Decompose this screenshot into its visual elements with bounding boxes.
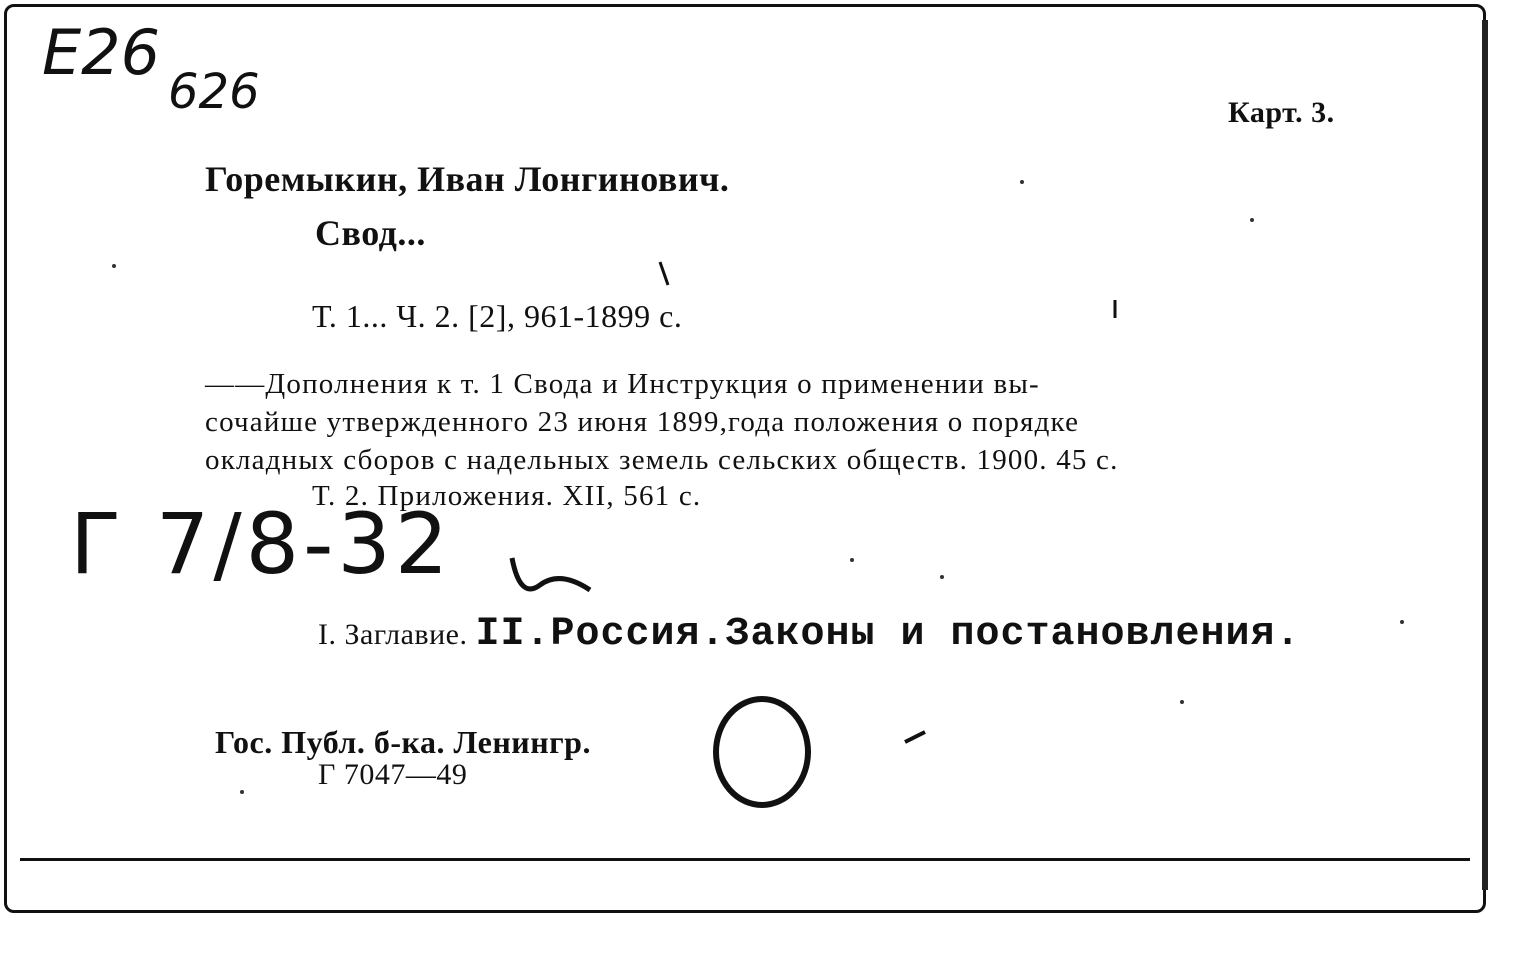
call-number-sub: 626: [168, 64, 260, 120]
shelf-mark: Г 7/8-32: [70, 495, 453, 593]
tracing-prefix: I. Заглавие.: [318, 618, 468, 651]
author-heading: Горемыкин, Иван Лонгинович.: [205, 159, 730, 199]
card-number: Карт. 3.: [1228, 96, 1335, 129]
library-name: Гос. Публ. б-ка. Ленингр.: [215, 724, 591, 760]
card-bottom-rule: [20, 858, 1470, 861]
description-line-2: сочайше утвержденного 23 июня 1899,года положения о порядке: [205, 406, 1080, 438]
title: Свод...: [315, 213, 426, 253]
description-line-4: Т. 2. Приложения. XII, 561 с.: [312, 480, 702, 512]
description-line-3: окладных сборов с надельных земель сельских обществ. 1900. 45 с.: [205, 444, 1119, 476]
call-number-top: E26: [42, 16, 161, 89]
scan-speck: [940, 575, 944, 579]
scan-speck: [240, 790, 244, 794]
scan-speck: [1250, 218, 1254, 222]
tracing-subject: II.Россия.Законы и постановления.: [475, 612, 1301, 657]
scan-speck: [850, 558, 854, 562]
scan-speck: [1180, 700, 1184, 704]
scan-speck: [1020, 180, 1024, 184]
scan-speck: [1400, 620, 1404, 624]
circle-mark: [716, 699, 808, 805]
library-code: Г 7047—49: [318, 758, 468, 791]
tracings: [318, 612, 1301, 657]
volume-line: Т. 1... Ч. 2. [2], 961-1899 с.: [312, 298, 683, 334]
description-text-1: Дополнения к т. 1 Свода и Инструкция о применении вы-: [265, 368, 1040, 400]
description-dash: ——: [205, 368, 266, 400]
scan-speck: [112, 264, 116, 268]
